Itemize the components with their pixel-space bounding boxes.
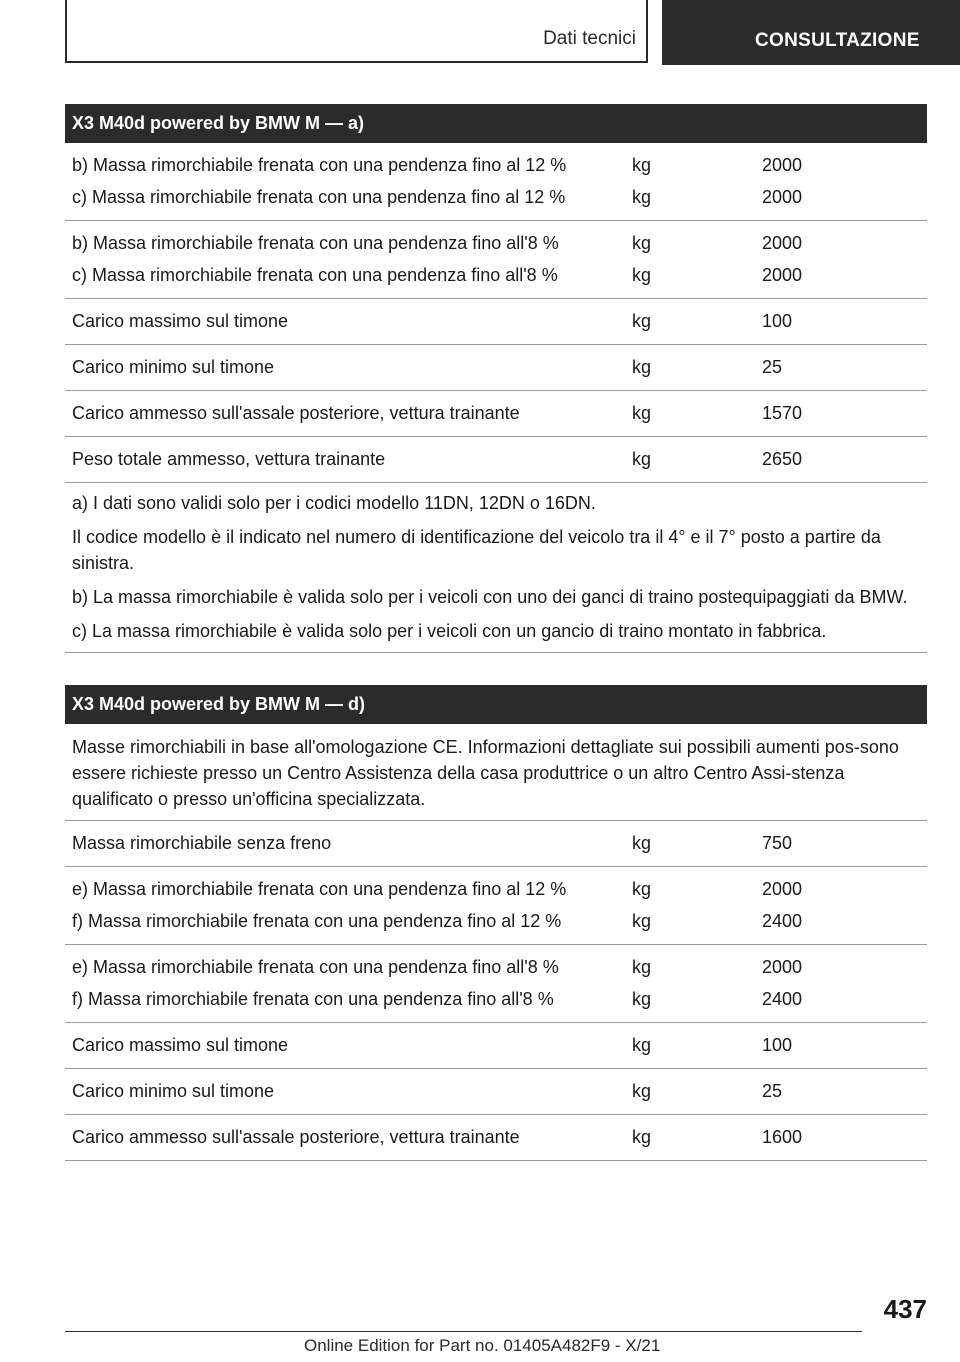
spec-value: 100 — [762, 310, 793, 331]
spec-line — [65, 1075, 927, 1107]
spec-line — [65, 827, 927, 859]
spec-unit: kg — [632, 988, 652, 1009]
table-row — [65, 391, 927, 437]
spec-label: c) Massa rimorchiabile frenata con una pendenza fino all'8 % — [72, 264, 558, 285]
spec-label: Carico minimo sul timone — [72, 356, 275, 377]
spec-value: 100 — [762, 1034, 793, 1055]
spec-line — [65, 1121, 927, 1153]
spec-line — [65, 951, 927, 983]
spec-unit: kg — [632, 232, 652, 253]
spec-label: e) Massa rimorchiabile frenata con una pendenza fino all'8 % — [72, 956, 559, 977]
spec-value: 2400 — [762, 988, 803, 1009]
table-row — [65, 437, 927, 483]
footer-text: Online Edition for Part no. 01405A482F9 - X/21 — [304, 1336, 661, 1355]
table-row — [65, 821, 927, 867]
spec-value: 25 — [762, 356, 783, 377]
spec-line — [65, 227, 927, 259]
spec-line — [65, 259, 927, 291]
table-row — [65, 1023, 927, 1069]
spec-label: f) Massa rimorchiabile frenata con una pendenza fino all'8 % — [72, 988, 554, 1009]
spec-unit: kg — [632, 264, 652, 285]
spec-section — [65, 104, 927, 653]
section-heading: X3 M40d powered by BMW M — d) — [65, 685, 927, 724]
spec-unit: kg — [632, 878, 652, 899]
spec-line — [65, 149, 927, 181]
page-number: 437 — [883, 1294, 927, 1324]
spec-line — [65, 873, 927, 905]
spec-value: 25 — [762, 1080, 783, 1101]
table-row — [65, 299, 927, 345]
spec-unit: kg — [632, 154, 652, 175]
spec-value: 2000 — [762, 264, 803, 285]
header-frame — [65, 0, 648, 63]
spec-label: e) Massa rimorchiabile frenata con una pendenza fino al 12 % — [72, 878, 567, 899]
spec-label: Carico massimo sul timone — [72, 1034, 289, 1055]
spec-value: 2000 — [762, 956, 803, 977]
spec-value: 2000 — [762, 878, 803, 899]
header-tab[interactable]: CONSULTAZIONE — [662, 0, 960, 65]
spec-label: c) Massa rimorchiabile frenata con una pendenza fino al 12 % — [72, 186, 566, 207]
spec-value: 1600 — [762, 1126, 803, 1147]
spec-unit: kg — [632, 1034, 652, 1055]
spec-line — [65, 305, 927, 337]
spec-label: Peso totale ammesso, vettura trainante — [72, 448, 386, 469]
spec-unit: kg — [632, 310, 652, 331]
spec-unit: kg — [632, 448, 652, 469]
spec-unit: kg — [632, 832, 652, 853]
spec-label: Massa rimorchiabile senza freno — [72, 832, 332, 853]
spec-line — [65, 443, 927, 475]
spec-unit: kg — [632, 910, 652, 931]
spec-line — [65, 983, 927, 1015]
table-row — [65, 143, 927, 221]
spec-label: Carico minimo sul timone — [72, 1080, 275, 1101]
spec-section — [65, 685, 927, 1161]
header-section-title: Dati tecnici — [543, 28, 636, 49]
spec-value: 750 — [762, 832, 793, 853]
footnotes — [65, 483, 927, 653]
table-row — [65, 1069, 927, 1115]
section-intro: Masse rimorchiabili in base all'omologazione CE. Informazioni dettagliate sui possibili aumenti pos-sono essere richieste presso un Centro Assistenza della casa produttrice o un altro Centro Assi-stenza qualificato o presso un'officina specializzata. — [65, 724, 927, 821]
spec-line — [65, 397, 927, 429]
spec-unit: kg — [632, 356, 652, 377]
spec-value: 2000 — [762, 232, 803, 253]
spec-line — [65, 351, 927, 383]
spec-value: 1570 — [762, 402, 803, 423]
spec-label: Carico massimo sul timone — [72, 310, 289, 331]
footer-divider — [65, 1331, 862, 1332]
spec-value: 2650 — [762, 448, 803, 469]
spec-unit: kg — [632, 1080, 652, 1101]
table-row — [65, 1115, 927, 1161]
table-row — [65, 945, 927, 1023]
spec-line — [65, 181, 927, 213]
table-row — [65, 345, 927, 391]
spec-unit: kg — [632, 186, 652, 207]
table-row — [65, 867, 927, 945]
spec-unit: kg — [632, 1126, 652, 1147]
spec-unit: kg — [632, 402, 652, 423]
spec-label: f) Massa rimorchiabile frenata con una pendenza fino al 12 % — [72, 910, 562, 931]
spec-label: b) Massa rimorchiabile frenata con una pendenza fino all'8 % — [72, 232, 559, 253]
spec-label: b) Massa rimorchiabile frenata con una pendenza fino al 12 % — [72, 154, 567, 175]
page-content — [65, 104, 927, 1193]
footnote: Il codice modello è il indicato nel numero di identificazione del veicolo tra il 4° e il 7° posto a partire da sinistra. — [72, 527, 881, 573]
footnote: b) La massa rimorchiabile è valida solo per i veicoli con uno dei ganci di traino postequipaggiati da BMW. — [72, 587, 908, 607]
spec-unit: kg — [632, 956, 652, 977]
table-row — [65, 221, 927, 299]
footnote: c) La massa rimorchiabile è valida solo per i veicoli con un gancio di traino montato in fabbrica. — [72, 621, 827, 641]
spec-label: Carico ammesso sull'assale posteriore, vettura trainante — [72, 402, 520, 423]
footnote: a) I dati sono validi solo per i codici modello 11DN, 12DN o 16DN. — [72, 493, 596, 513]
section-heading: X3 M40d powered by BMW M — a) — [65, 104, 927, 143]
spec-value: 2400 — [762, 910, 803, 931]
spec-line — [65, 1029, 927, 1061]
spec-value: 2000 — [762, 186, 803, 207]
spec-value: 2000 — [762, 154, 803, 175]
spec-label: Carico ammesso sull'assale posteriore, vettura trainante — [72, 1126, 520, 1147]
spec-line — [65, 905, 927, 937]
